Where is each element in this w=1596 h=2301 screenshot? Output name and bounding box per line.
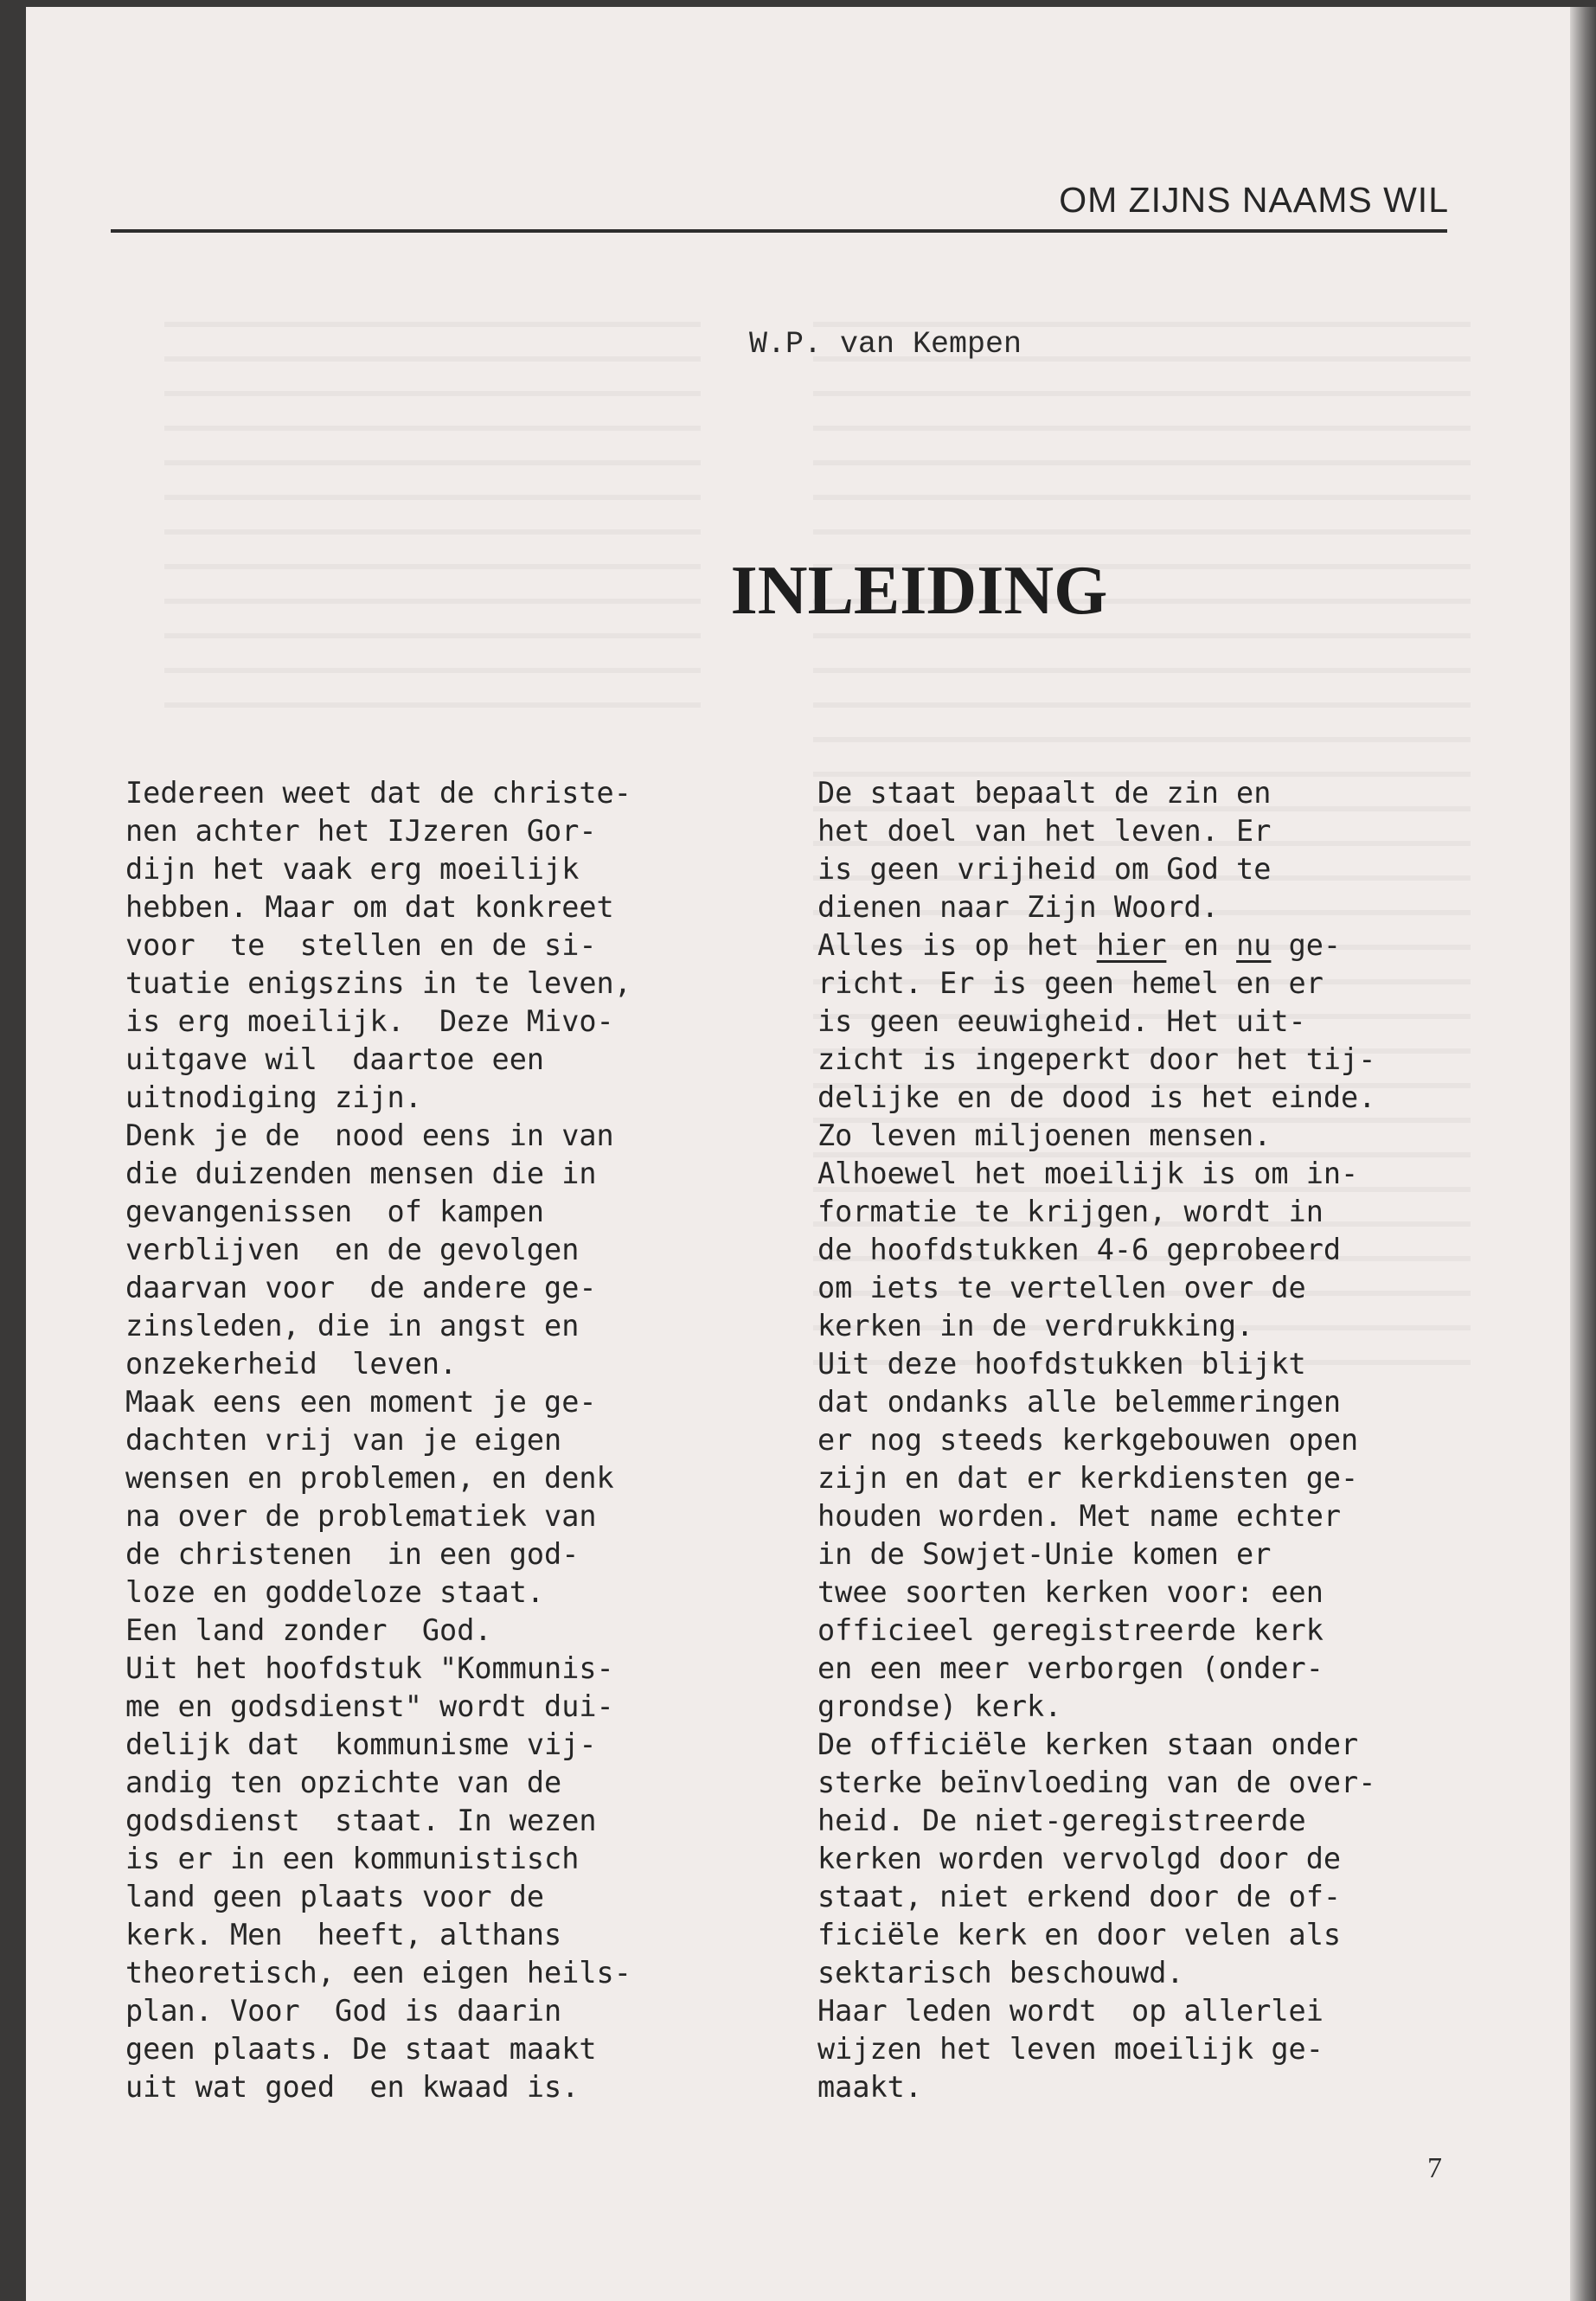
text-line: Iedereen weet dat de christe-: [125, 776, 631, 810]
text-line: dat ondanks alle belemmeringen: [817, 1385, 1342, 1419]
text-line: zicht is ingeperkt door het tij-: [817, 1042, 1376, 1076]
page-edge-shadow: [1570, 7, 1596, 2301]
text-line: dijn het vaak erg moeilijk: [125, 852, 580, 886]
underlined-word: hier: [1096, 928, 1167, 962]
text-line: Uit het hoofdstuk "Kommunis-: [125, 1651, 614, 1685]
text-line: Haar leden wordt op allerlei: [817, 1994, 1324, 2028]
text-line: andig ten opzichte van de: [125, 1766, 562, 1799]
text-line: is geen vrijheid om God te: [817, 852, 1272, 886]
text-line: sektarisch beschouwd.: [817, 1956, 1184, 1990]
text-line: die duizenden mensen die in: [125, 1157, 597, 1190]
text-line: De staat bepaalt de zin en: [817, 776, 1272, 810]
running-header: OM ZIJNS NAAMS WIL: [1059, 180, 1449, 220]
text-line: theoretisch, een eigen heils-: [125, 1956, 631, 1990]
text-line: Alles is op het hier en nu ge-: [817, 928, 1342, 962]
text-line: om iets te vertellen over de: [817, 1271, 1306, 1304]
text-line: sterke beïnvloeding van de over-: [817, 1766, 1376, 1799]
text-line: uit wat goed en kwaad is.: [125, 2070, 580, 2104]
text-line: er nog steeds kerkgebouwen open: [817, 1423, 1359, 1457]
text-line: godsdienst staat. In wezen: [125, 1804, 597, 1837]
text-line: geen plaats. De staat maakt: [125, 2032, 597, 2066]
text-line: staat, niet erkend door de of-: [817, 1880, 1342, 1913]
text-line: dienen naar Zijn Woord.: [817, 890, 1219, 924]
text-line: Alhoewel het moeilijk is om in-: [817, 1157, 1359, 1190]
text-line: en een meer verborgen (onder-: [817, 1651, 1324, 1685]
show-through-text: [164, 292, 701, 708]
text-line: me en godsdienst" wordt dui-: [125, 1689, 614, 1723]
text-line: houden worden. Met name echter: [817, 1499, 1342, 1533]
right-text-column: [817, 774, 1375, 2106]
text-line: zinsleden, die in angst en: [125, 1309, 580, 1343]
page-number: 7: [1427, 2152, 1442, 2184]
text-line: plan. Voor God is daarin: [125, 1994, 562, 2028]
text-line: maakt.: [817, 2070, 923, 2104]
text-line: wijzen het leven moeilijk ge-: [817, 2032, 1324, 2066]
text-line: hebben. Maar om dat konkreet: [125, 890, 614, 924]
text-line: uitgave wil daartoe een: [125, 1042, 545, 1076]
text-line: heid. De niet-geregistreerde: [817, 1804, 1306, 1837]
text-line: voor te stellen en de si-: [125, 928, 597, 962]
text-line: grondse) kerk.: [817, 1689, 1062, 1723]
text-line: dachten vrij van je eigen: [125, 1423, 562, 1457]
text-line: land geen plaats voor de: [125, 1880, 545, 1913]
text-line: het doel van het leven. Er: [817, 814, 1272, 848]
underlined-word: nu: [1236, 928, 1272, 962]
text-line: De officiële kerken staan onder: [817, 1727, 1359, 1761]
text-line: na over de problematiek van: [125, 1499, 597, 1533]
text-line: twee soorten kerken voor: een: [817, 1575, 1324, 1609]
left-text-column: [125, 774, 631, 2106]
text-line: officieel geregistreerde kerk: [817, 1613, 1324, 1647]
text-line: verblijven en de gevolgen: [125, 1233, 580, 1266]
text-line: delijke en de dood is het einde.: [817, 1080, 1376, 1114]
text-line: onzekerheid leven.: [125, 1347, 458, 1381]
text-line: wensen en problemen, en denk: [125, 1461, 614, 1495]
text-line: is er in een kommunistisch: [125, 1842, 580, 1875]
header-rule: [111, 229, 1447, 233]
text-line: de christenen in een god-: [125, 1537, 580, 1571]
text-line: Uit deze hoofdstukken blijkt: [817, 1347, 1306, 1381]
text-line: is erg moeilijk. Deze Mivo-: [125, 1004, 614, 1038]
text-line: zijn en dat er kerkdiensten ge-: [817, 1461, 1359, 1495]
text-line: nen achter het IJzeren Gor-: [125, 814, 597, 848]
text-line: de hoofdstukken 4-6 geprobeerd: [817, 1233, 1342, 1266]
text-line: Denk je de nood eens in van: [125, 1118, 614, 1152]
text-line: richt. Er is geen hemel en er: [817, 966, 1324, 1000]
text-line: ficiële kerk en door velen als: [817, 1918, 1342, 1952]
text-line: kerken worden vervolgd door de: [817, 1842, 1342, 1875]
article-author: W.P. van Kempen: [749, 327, 1022, 362]
text-line: Zo leven miljoenen mensen.: [817, 1118, 1272, 1152]
text-line: uitnodiging zijn.: [125, 1080, 422, 1114]
text-line: delijk dat kommunisme vij-: [125, 1727, 597, 1761]
text-line: formatie te krijgen, wordt in: [817, 1195, 1324, 1228]
text-line: loze en goddeloze staat.: [125, 1575, 545, 1609]
text-line: Een land zonder God.: [125, 1613, 492, 1647]
text-line: in de Sowjet-Unie komen er: [817, 1537, 1272, 1571]
text-line: kerken in de verdrukking.: [817, 1309, 1254, 1343]
text-line: daarvan voor de andere ge-: [125, 1271, 597, 1304]
text-line: kerk. Men heeft, althans: [125, 1918, 562, 1952]
book-page: [26, 7, 1570, 2301]
text-line: is geen eeuwigheid. Het uit-: [817, 1004, 1306, 1038]
text-line: Maak eens een moment je ge-: [125, 1385, 597, 1419]
article-title: INLEIDING: [730, 553, 1108, 629]
text-line: tuatie enigszins in te leven,: [125, 966, 631, 1000]
text-line: gevangenissen of kampen: [125, 1195, 545, 1228]
